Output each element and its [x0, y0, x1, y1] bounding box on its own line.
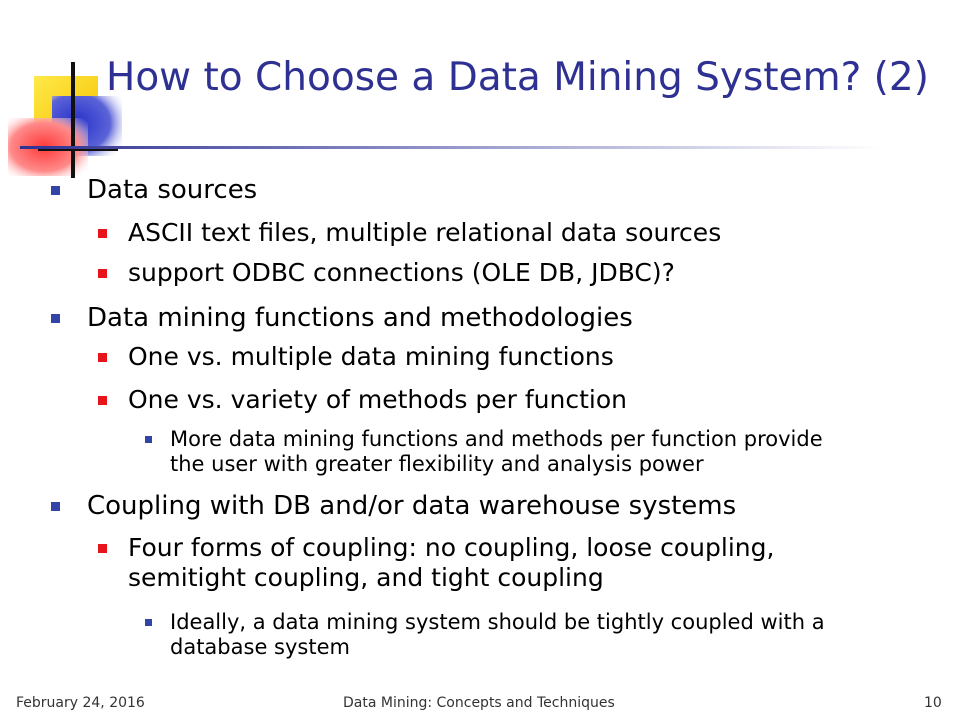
sub-sub-bullet-more-functions [170, 427, 823, 477]
sub-bullet-marker [98, 229, 107, 238]
bullet-text-line-1: Ideally, a data mining system should be tightly coupled with a [170, 610, 825, 634]
bullet-text: One vs. variety of methods per function [128, 385, 627, 414]
footer-page-number: 10 [924, 695, 942, 711]
bullet-text-line-2: semitight coupling, and tight coupling [128, 563, 604, 592]
sub-bullet-odbc [128, 258, 675, 288]
sub-sub-bullet-marker [145, 619, 152, 626]
bullet-text-line-2: the user with greater flexibility and analysis power [170, 452, 704, 476]
bullet-text-line-1: Four forms of coupling: no coupling, loose coupling, [128, 533, 775, 562]
sub-bullet-four-forms [128, 533, 774, 593]
bullet-marker [51, 186, 60, 195]
bullet-text-line-1: More data mining functions and methods per function provide [170, 427, 823, 451]
bullet-text: Data mining functions and methodologies [87, 303, 633, 333]
bullet-text: ASCII text files, multiple relational data sources [128, 218, 722, 247]
footer-course-title: Data Mining: Concepts and Techniques [343, 695, 615, 711]
sub-bullet-ascii-files [128, 218, 721, 248]
bullet-text: Data sources [87, 175, 258, 205]
sub-bullet-marker [98, 269, 107, 278]
sub-sub-bullet-marker [145, 436, 152, 443]
bullet-text: support ODBC connections (OLE DB, JDBC)? [128, 258, 675, 287]
sub-sub-bullet-ideally [170, 610, 825, 660]
bullet-coupling [87, 490, 736, 522]
sub-bullet-marker [98, 396, 107, 405]
bullet-functions-methodologies [87, 302, 633, 334]
bullet-data-sources [87, 174, 257, 206]
bullet-marker [51, 314, 60, 323]
sub-bullet-one-vs-variety [128, 385, 627, 415]
sub-bullet-marker [98, 353, 107, 362]
slide-title: How to Choose a Data Mining System? (2) [106, 55, 929, 100]
bullet-text-line-2: database system [170, 635, 350, 659]
bullet-text: Coupling with DB and/or data warehouse systems [87, 491, 737, 521]
title-underline [20, 146, 880, 149]
sub-bullet-one-vs-multiple [128, 342, 614, 372]
footer-date: February 24, 2016 [16, 695, 145, 711]
bullet-text: One vs. multiple data mining functions [128, 342, 614, 371]
sub-bullet-marker [98, 544, 107, 553]
bullet-marker [51, 502, 60, 511]
